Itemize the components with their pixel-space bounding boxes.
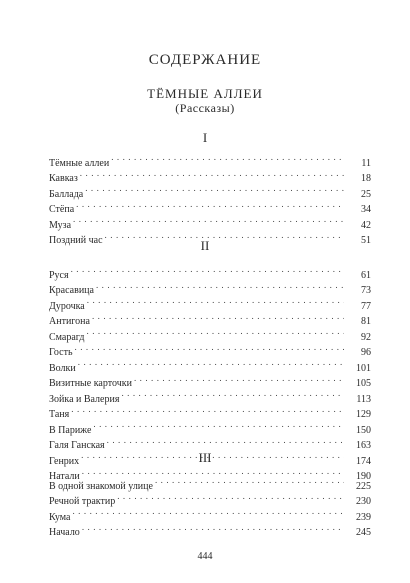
dot-leader xyxy=(93,417,344,433)
toc-entry-title: Зойка и Валерия xyxy=(49,393,120,405)
dot-leader xyxy=(121,386,344,402)
toc-entry-title: Кума xyxy=(49,511,71,523)
toc-list-section-3 xyxy=(49,473,371,538)
toc-entry xyxy=(49,262,371,281)
toc-entry-page: 73 xyxy=(361,285,371,296)
toc-entry-title: В Париже xyxy=(49,424,92,436)
dot-leader xyxy=(87,324,345,340)
toc-entry-title: Руся xyxy=(49,269,69,281)
toc-entry xyxy=(49,293,371,312)
toc-entry-page: 230 xyxy=(356,496,371,507)
toc-entry-title: Муза xyxy=(49,219,72,231)
dot-leader xyxy=(96,278,344,294)
toc-entry-page: 42 xyxy=(361,219,371,231)
toc-entry-page: 61 xyxy=(361,269,371,281)
toc-entry-title: Натали xyxy=(49,471,80,482)
toc-entry-title: Поздний час xyxy=(49,235,103,246)
toc-entry-page: 113 xyxy=(356,393,371,405)
toc-entry xyxy=(49,324,371,343)
toc-entry xyxy=(49,402,371,418)
toc-entry-page: 25 xyxy=(361,188,371,200)
toc-entry-page: 11 xyxy=(361,157,371,169)
dot-leader xyxy=(82,520,344,536)
toc-entry-page: 96 xyxy=(361,347,371,358)
toc-entry-title: Кавказ xyxy=(49,173,78,184)
toc-entry xyxy=(49,371,371,387)
toc-entry-page: 174 xyxy=(356,455,371,467)
toc-entry-title: Стёпа xyxy=(49,204,75,215)
toc-entry-title: Смарагд xyxy=(49,331,85,343)
section-numeral-1: I xyxy=(202,130,208,145)
toc-entry-page: 34 xyxy=(361,204,371,215)
toc-entry xyxy=(49,340,371,356)
toc-entry-page: 92 xyxy=(361,331,371,343)
toc-entry-page: 245 xyxy=(356,527,371,538)
toc-entry-title: Галя Ганская xyxy=(49,440,105,451)
toc-entry-page: 18 xyxy=(361,173,371,184)
dot-leader xyxy=(134,371,344,387)
toc-entry-title: Таня xyxy=(49,409,70,420)
toc-entry-title: Начало xyxy=(49,527,80,538)
dot-leader xyxy=(155,473,344,489)
book-title: ТЁМНЫЕ АЛЛЕИ xyxy=(147,86,263,101)
toc-entry xyxy=(49,473,371,492)
toc-entry-page: 190 xyxy=(356,471,371,482)
dot-leader xyxy=(111,150,344,166)
dot-leader xyxy=(80,166,344,182)
dot-leader xyxy=(76,197,344,213)
dot-leader xyxy=(78,355,344,371)
dot-leader xyxy=(71,402,344,418)
dot-leader xyxy=(92,309,344,325)
contents-title: СОДЕРЖАНИЕ xyxy=(148,52,262,68)
toc-entry xyxy=(49,166,371,182)
dot-leader xyxy=(73,212,344,228)
toc-entry-title: Речной трактир xyxy=(49,496,116,507)
toc-entry xyxy=(49,150,371,169)
toc-entry xyxy=(49,520,371,536)
toc-entry-title: В одной знакомой улице xyxy=(49,480,153,492)
toc-entry-title: Гость xyxy=(49,347,73,358)
dot-leader xyxy=(75,340,344,356)
toc-entry-title: Генрих xyxy=(49,455,80,467)
toc-entry-page: 150 xyxy=(356,424,371,436)
toc-entry-title: Дурочка xyxy=(49,300,85,312)
toc-entry xyxy=(49,278,371,294)
toc-entry-title: Волки xyxy=(49,362,76,374)
toc-entry xyxy=(49,309,371,325)
toc-entry-title: Визитные карточки xyxy=(49,378,132,389)
toc-entry-title: Баллада xyxy=(49,188,84,200)
dot-leader xyxy=(72,504,344,520)
dot-leader xyxy=(117,489,344,505)
toc-entry xyxy=(49,212,371,231)
section-numeral-3: III xyxy=(198,450,212,465)
toc-entry xyxy=(49,197,371,213)
toc-entry-title: Тёмные аллеи xyxy=(49,157,110,169)
toc-entry-page: 239 xyxy=(356,511,371,523)
toc-list-section-2 xyxy=(49,262,371,482)
page-number: 444 xyxy=(197,551,213,562)
toc-entry-page: 77 xyxy=(361,300,371,312)
toc-entry-page: 81 xyxy=(361,316,371,327)
toc-entry-title: Красавица xyxy=(49,285,94,296)
toc-entry xyxy=(49,181,371,200)
toc-entry-page: 129 xyxy=(356,409,371,420)
dot-leader xyxy=(87,293,344,309)
dot-leader xyxy=(85,181,344,197)
toc-entry-title: Антигона xyxy=(49,316,90,327)
section-numeral-2: II xyxy=(200,238,210,253)
toc-entry xyxy=(49,433,371,449)
toc-entry-page: 225 xyxy=(356,480,371,492)
toc-entry-page: 163 xyxy=(356,440,371,451)
dot-leader xyxy=(107,433,344,449)
toc-entry xyxy=(49,417,371,436)
toc-entry-page: 101 xyxy=(356,362,371,374)
toc-entry-page: 51 xyxy=(361,235,371,246)
book-subtitle: (Рассказы) xyxy=(175,101,235,115)
toc-entry xyxy=(49,355,371,374)
toc-entry-page: 105 xyxy=(356,378,371,389)
toc-entry xyxy=(49,504,371,523)
dot-leader xyxy=(71,262,344,278)
